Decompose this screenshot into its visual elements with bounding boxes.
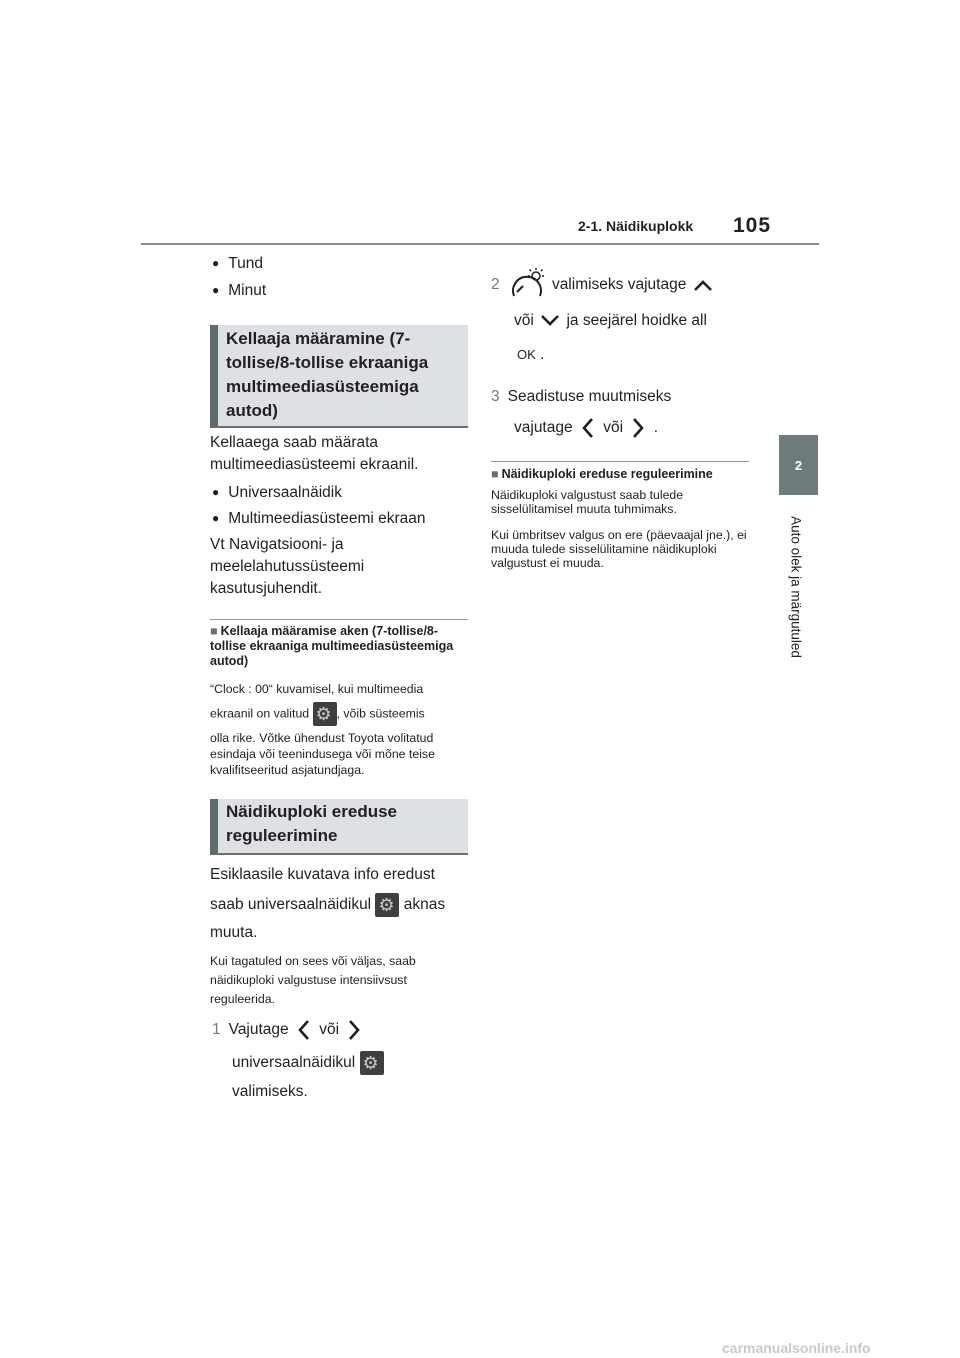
step-3-number: 3 (491, 388, 500, 405)
left-chevron-icon (577, 416, 599, 440)
chapter-side-label-text: Auto olek ja märgutuled (788, 516, 804, 658)
para-brightness-a: Esiklaasile kuvatava info eredust (210, 866, 435, 883)
bullet-multimedia-screen-text: Multimeediasüsteemi ekraan (228, 510, 426, 527)
step-1-number: 1 (212, 1021, 221, 1039)
step-2-dot: . (540, 346, 545, 363)
step-2-text-c: ja seejärel hoidke all (566, 312, 707, 329)
step-1-line-a (212, 1018, 365, 1042)
step-2-line-a (491, 266, 715, 304)
subheading-clock-window-text: Kellaaja määramise aken (7-tollise/8-tollise ekraaniga multimeediasüsteemiga autod) (210, 624, 454, 668)
step-1-text-c: universaalnäidikul (232, 1054, 356, 1072)
para-brightness-b (210, 893, 470, 917)
square-bullet-icon: ■ (210, 624, 218, 638)
note-clock-c: olla rike. Võtke ühendust Toyota volitatud esindaja või teenindusega või mõne teise kvalifitseeritud asjatundjaga. (210, 731, 435, 777)
step-1-text-a: Vajutage (228, 1021, 289, 1039)
para-clock-info: Kellaaega saab määrata multimeediasüsteemi ekraanil. (210, 434, 419, 473)
watermark-text: carmanualsonline.info (722, 1340, 871, 1356)
step-1-line-c: valimiseks. (232, 1083, 308, 1100)
para-brightness-c: muuta. (210, 924, 258, 941)
bullet-hour-text: Tund (228, 255, 264, 272)
para-see-manual: Vt Navigatsiooni- ja meelelahutussüsteemi kasutusjuhendit. (210, 536, 365, 597)
step-2-text-a: valimiseks vajutage (551, 276, 687, 294)
note-clock-b (210, 702, 470, 726)
step-2-line-c (517, 344, 544, 366)
note-clock-b2: , võib süsteemis (336, 706, 425, 721)
note-clock-b1: ekraanil on valitud (210, 706, 310, 721)
subheading-brightness-adjust-text: Näidikuploki ereduse reguleerimine (501, 467, 713, 481)
step-3-line-a (491, 386, 671, 408)
heading-brightness: Näidikuploki ereduse reguleerimine (210, 799, 468, 855)
up-chevron-icon (691, 275, 715, 295)
bullet-multimedia-screen (212, 508, 426, 530)
para-brightness-b2: aknas (403, 896, 446, 914)
ok-icon: OK (517, 347, 536, 362)
bullet-multi-info (212, 482, 342, 504)
step-2-number: 2 (491, 276, 500, 294)
bullet-minute-text: Minut (228, 282, 267, 299)
divider-right-1 (491, 461, 749, 462)
para-brightness-b1: saab universaalnäidikul (210, 896, 372, 914)
heading-clock-setting: Kellaaja määramine (7-tollise/8-tollise ekraaniga multimeediasüsteemiga autod) (210, 325, 468, 428)
divider-left-1 (210, 619, 468, 620)
right-chevron-icon (343, 1018, 365, 1042)
step-1-text-b: või (319, 1021, 340, 1039)
chapter-side-label (772, 507, 820, 667)
note-taillights: Kui tagatuled on sees või väljas, saab näidikuploki valgustuse intensiivsust reguleerida. (210, 954, 416, 1006)
step-3-line-b (514, 416, 658, 440)
step-2-text-b: või (514, 312, 534, 329)
step-1-line-b (232, 1051, 384, 1075)
step-3-text-b: vajutage (514, 419, 573, 437)
step-2-line-b (514, 310, 707, 332)
gear-settings-icon (313, 702, 337, 726)
subheading-brightness-adjust (491, 467, 756, 482)
section-title: 2-1. Näidikuplokk (578, 218, 694, 234)
note-ambient-light: Kui ümbritsev valgus on ere (päevaajal jne.), ei muuda tulede sisselülitamine näidikuploki valgustust ei muuda. (491, 528, 747, 570)
bullet-hour (212, 253, 263, 275)
left-chevron-icon (293, 1018, 315, 1042)
square-bullet-icon: ■ (491, 467, 499, 481)
gear-settings-icon (360, 1051, 384, 1075)
step-3-dot: . (653, 419, 658, 437)
down-chevron-icon (538, 311, 562, 331)
step-3-text-a: Seadistuse muutmiseks (507, 388, 672, 405)
note-clock-a: “Clock : 00“ kuvamisel, kui multimeedia (210, 682, 424, 696)
page-number: 105 (733, 214, 772, 237)
right-chevron-icon (627, 416, 649, 440)
brightness-dial-icon (508, 266, 548, 304)
chapter-number: 2 (794, 457, 803, 473)
note-dimming: Näidikuploki valgustust saab tulede sisselülitamisel muuta tuhmimaks. (491, 488, 684, 516)
subheading-clock-window (210, 624, 468, 669)
header-divider (141, 243, 819, 245)
chapter-tab (779, 435, 818, 495)
gear-settings-icon (375, 893, 399, 917)
step-3-text-c: või (603, 419, 624, 437)
bullet-multi-info-text: Universaalnäidik (228, 484, 342, 501)
bullet-minute (212, 280, 266, 302)
